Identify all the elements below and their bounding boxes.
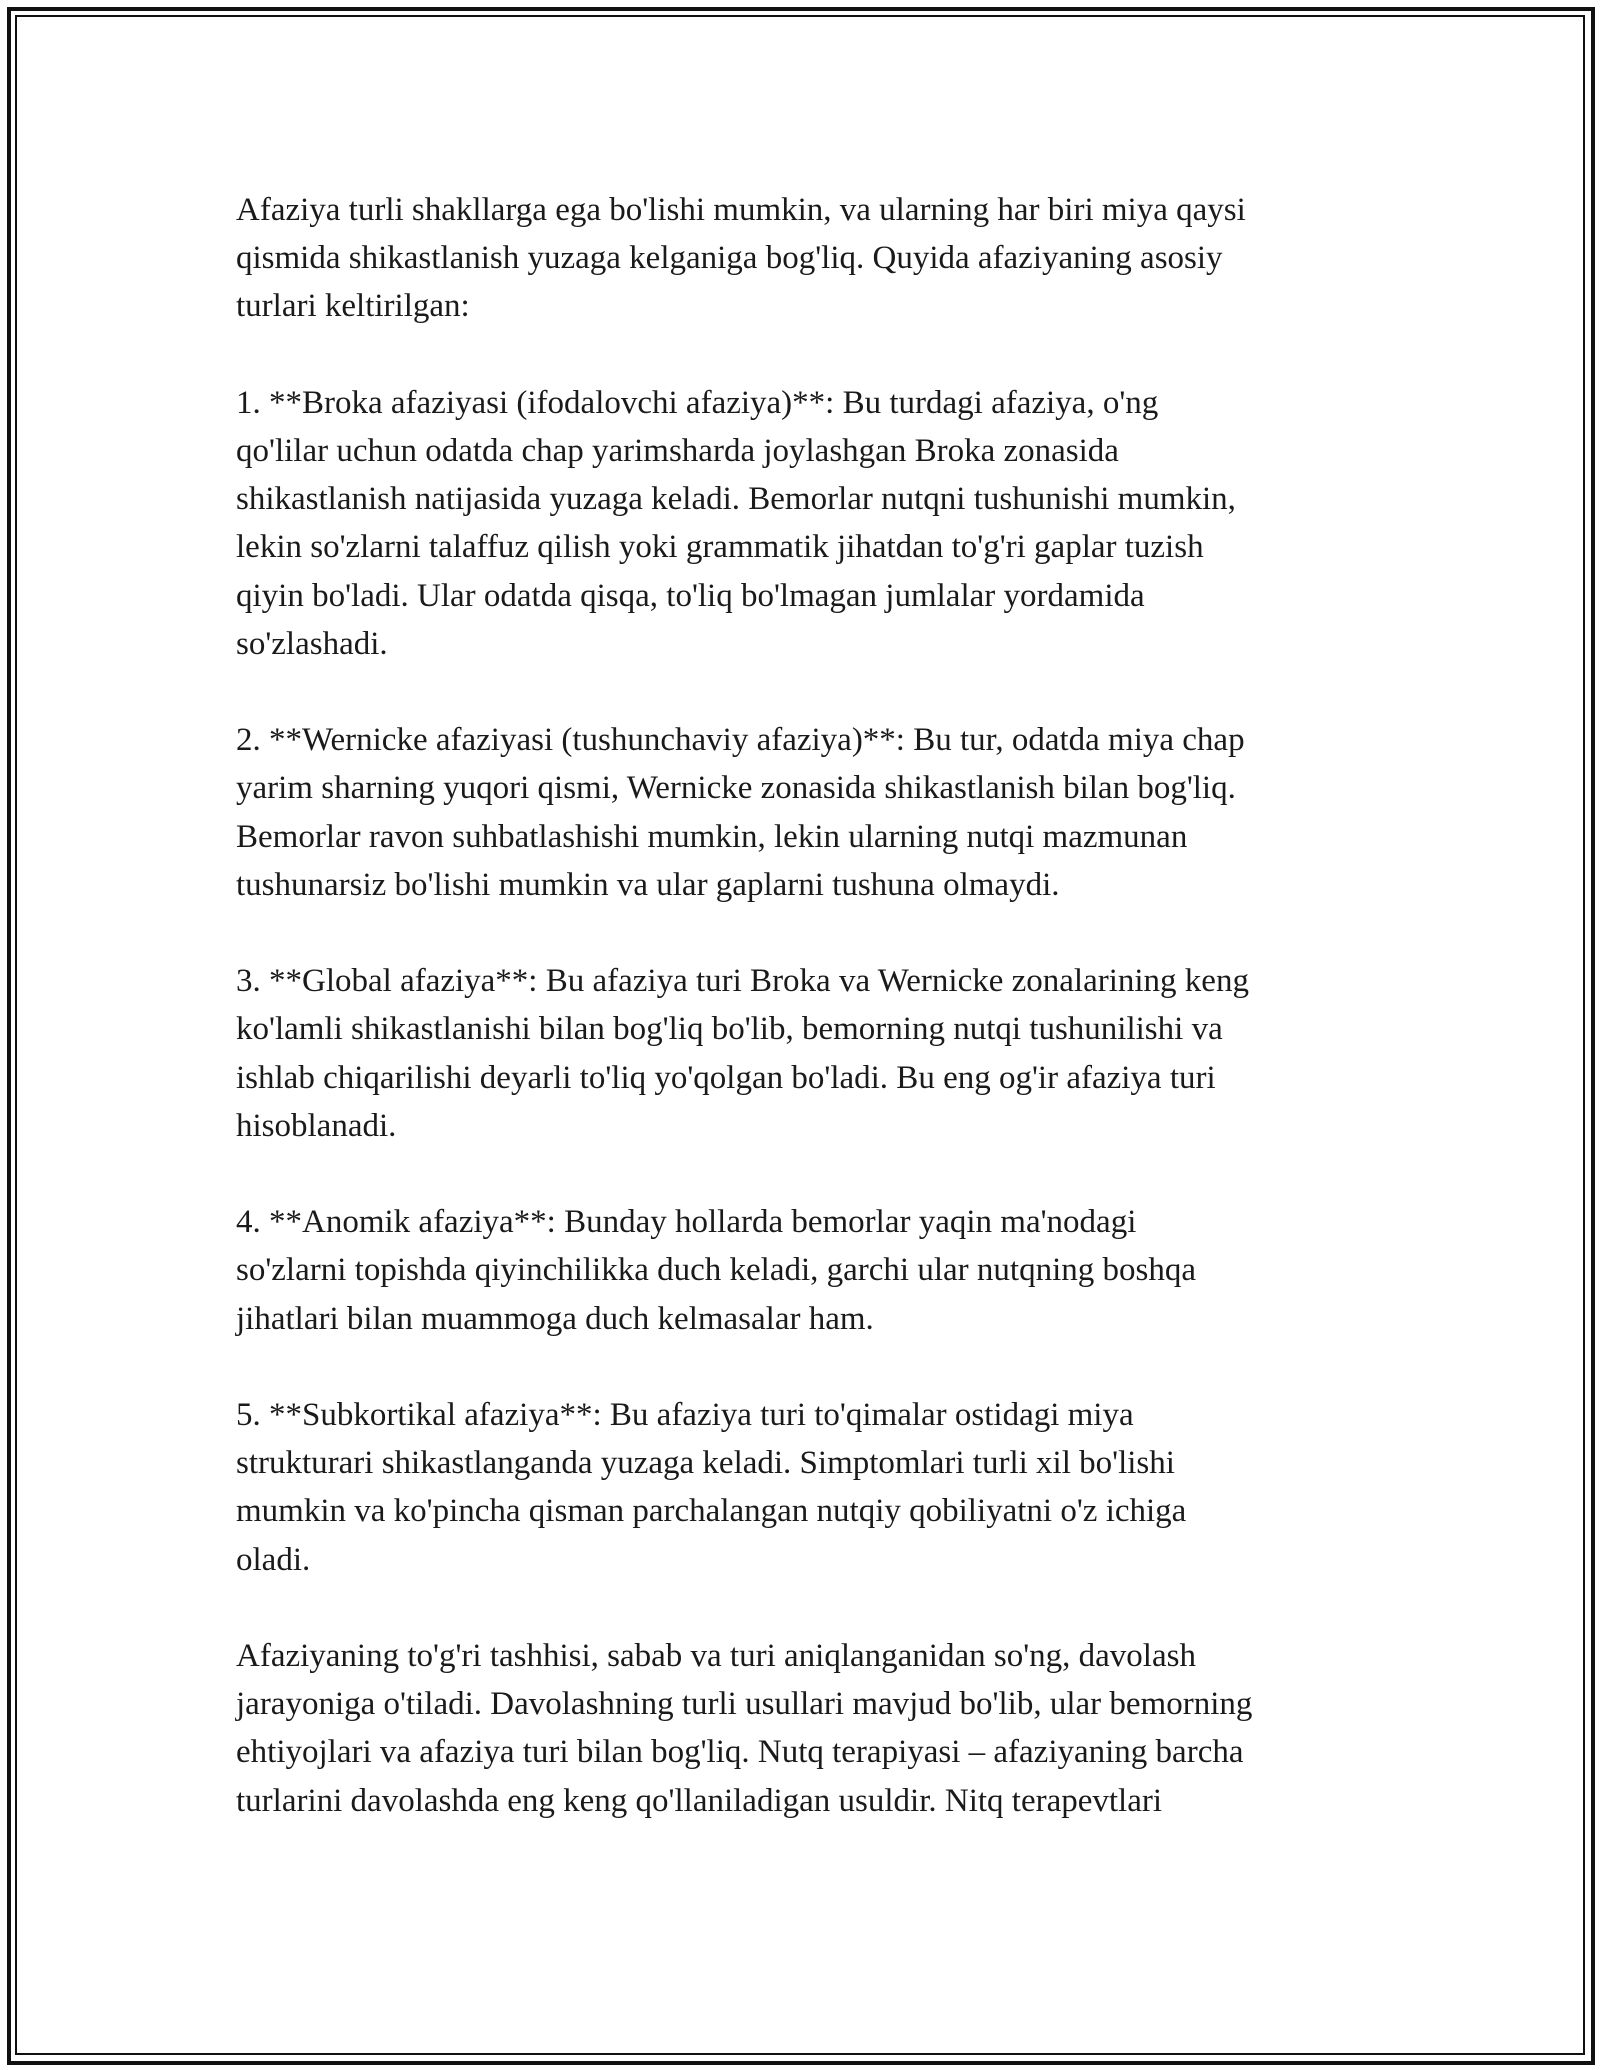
text-line: 2. **Wernicke afaziyasi (tushunchaviy afaziya)**: Bu tur, odatda miya chap [236, 722, 1245, 759]
text-line: ehtiyojlari va afaziya turi bilan bog'liq. Nutq terapiyasi – afaziyaning barcha [236, 1734, 1244, 1771]
text-line: mumkin va ko'pincha qisman parchalangan nutqiy qobiliyatni o'z ichiga [236, 1493, 1187, 1530]
text-line: jihatlari bilan muammoga duch kelmasalar ham. [236, 1300, 874, 1337]
text-line: Afaziyaning to'g'ri tashhisi, sabab va turi aniqlanganidan so'ng, davolash [236, 1638, 1196, 1674]
text-line: Bemorlar ravon suhbatlashishi mumkin, lekin ularning nutqi mazmunan [236, 818, 1188, 855]
text-line: so'zlashadi. [236, 625, 388, 662]
text-line: oladi. [236, 1541, 311, 1578]
text-line: 4. **Anomik afaziya**: Bunday hollarda bemorlar yaqin ma'nodagi [236, 1204, 1137, 1241]
text-line: ko'lamli shikastlanishi bilan bog'liq bo'lib, bemorning nutqi tushunilishi va [236, 1011, 1223, 1048]
text-line: qo'lilar uchun odatda chap yarimsharda joylashgan Broka zonasida [236, 433, 1119, 469]
text-line: yarim sharning yuqori qismi, Wernicke zonasida shikastlanish bilan bog'liq. [236, 770, 1236, 807]
text-line: qiyin bo'ladi. Ular odatda qisqa, to'liq bo'lmagan jumlalar yordamida [236, 577, 1145, 614]
text-line: ishlab chiqarilishi deyarli to'liq yo'qolgan bo'ladi. Bu eng og'ir afaziya turi [236, 1059, 1216, 1096]
paragraph-4 [236, 957, 1376, 1150]
text-line: 3. **Global afaziya**: Bu afaziya turi Broka va Wernicke zonalarining keng [236, 963, 1249, 1000]
paragraph-6 [236, 1391, 1376, 1584]
paragraph-7 [236, 1632, 1376, 1825]
text-line: shikastlanish natijasida yuzaga keladi. Bemorlar nutqni tushunishi mumkin, [236, 481, 1236, 518]
text-line: hisoblanadi. [236, 1107, 397, 1144]
text-line: turlarini davolashda eng keng qo'llaniladigan usuldir. Nitq terapevtlari [236, 1782, 1163, 1819]
text-line: turlari keltirilgan: [236, 288, 470, 325]
text-line: jarayoniga o'tiladi. Davolashning turli usullari mavjud bo'lib, ular bemorning [236, 1686, 1253, 1723]
paragraph-3 [236, 716, 1376, 909]
text-line: 1. **Broka afaziyasi (ifodalovchi afaziya)**: Bu turdagi afaziya, o'ng [236, 384, 1159, 421]
text-line: so'zlarni topishda qiyinchilikka duch keladi, garchi ular nutqning boshqa [236, 1252, 1196, 1289]
paragraph-1 [236, 186, 1376, 331]
text-line: strukturari shikastlanganda yuzaga keladi. Simptomlari turli xil bo'lishi [236, 1445, 1175, 1482]
document-body [236, 186, 1376, 1873]
text-line: Afaziya turli shakllarga ega bo'lishi mumkin, va ularning har biri miya qaysi [236, 192, 1246, 228]
paragraph-2 [236, 379, 1376, 668]
text-line: lekin so'zlarni talaffuz qilish yoki grammatik jihatdan to'g'ri gaplar tuzish [236, 529, 1204, 566]
text-line: tushunarsiz bo'lishi mumkin va ular gaplarni tushuna olmaydi. [236, 866, 1060, 903]
text-line: qismida shikastlanish yuzaga kelganiga bog'liq. Quyida afaziyaning asosiy [236, 240, 1223, 277]
text-line: 5. **Subkortikal afaziya**: Bu afaziya turi to'qimalar ostidagi miya [236, 1397, 1134, 1433]
paragraph-5 [236, 1198, 1376, 1343]
